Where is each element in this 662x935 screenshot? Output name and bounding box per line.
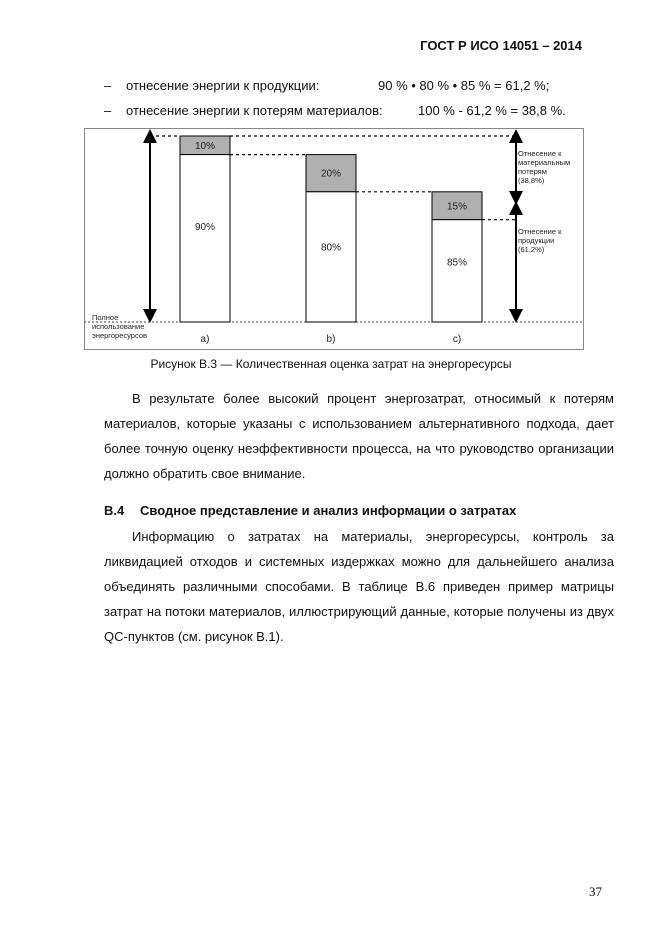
bar-product-segment (306, 192, 356, 322)
bar-product-label: 90% (194, 221, 216, 233)
paragraph-summary: Информацию о затратах на материалы, энергоресурсы, контроль за ликвидацией отходов и системных издержках можно для дальнейшего анализа объединять различными способами. В таблице В.6 приведен пример матрицы затрат на потоки материалов, иллюстрирующий данные, которые получены из двух QC-пунктов (см. рисунок В.1). (104, 529, 614, 644)
bullet-text: отнесение энергии к продукции: (126, 78, 320, 93)
category-label: a) (200, 334, 210, 345)
product-allocation-label-line: продукции (518, 236, 555, 245)
section-heading (104, 503, 516, 518)
energy-cost-chart (84, 128, 584, 350)
figure-caption: Рисунок В.3 — Количественная оценка затрат на энергоресурсы (150, 357, 512, 371)
bar-loss-label: 20% (320, 168, 342, 180)
bullet-dash: – (104, 103, 112, 118)
bullet-dash: – (104, 78, 112, 93)
paragraph-result: В результате более высокий процент энергозатрат, относимый к потерям материалов, которые указаны с использованием альтернативного подхода, дает более точную оценку неэффективности процесса, на что руководство организации должно обратить свое внимание. (104, 391, 614, 481)
product-allocation-label-line: (61,2%) (518, 245, 545, 254)
bar-product-segment (432, 220, 482, 322)
category-label: c) (452, 334, 462, 345)
product-allocation-label (518, 227, 563, 254)
bullet-loss-allocation (104, 103, 566, 118)
total-usage-label-line: использование (92, 322, 145, 331)
bullet-formula: 90 % • 80 % • 85 % = 61,2 %; (378, 78, 550, 93)
product-allocation-label-line: Отнесение к (518, 227, 562, 236)
bar-product-label: 85% (446, 257, 468, 269)
total-usage-label-line: Полное (92, 313, 119, 322)
bullet-product-allocation (104, 78, 550, 93)
bullet-text: отнесение энергии к потерям материалов: (126, 103, 383, 118)
section-number: В.4 (104, 503, 125, 518)
bar-product-segment (180, 155, 230, 322)
document-header: ГОСТ Р ИСО 14051 – 2014 (420, 38, 582, 53)
page-number: 37 (589, 884, 602, 899)
loss-allocation-label-line: (38,8%) (518, 176, 545, 185)
loss-allocation-label (518, 149, 572, 185)
loss-allocation-label-line: Отнесение к (518, 149, 562, 158)
bars-group (150, 136, 516, 345)
section-title: Сводное представление и анализ информации о затратах (140, 503, 517, 518)
category-label: b) (326, 334, 336, 345)
loss-allocation-label-line: материальным (518, 158, 571, 167)
bullet-formula: 100 % - 61,2 % = 38,8 %. (418, 103, 566, 118)
loss-allocation-label-line: потерям (518, 167, 547, 176)
bar-loss-label: 15% (446, 201, 468, 213)
total-usage-label-line: энергоресурсов (92, 331, 147, 340)
total-usage-label (92, 313, 147, 340)
bar-loss-label: 10% (194, 140, 216, 152)
bar-product-label: 80% (320, 242, 342, 254)
